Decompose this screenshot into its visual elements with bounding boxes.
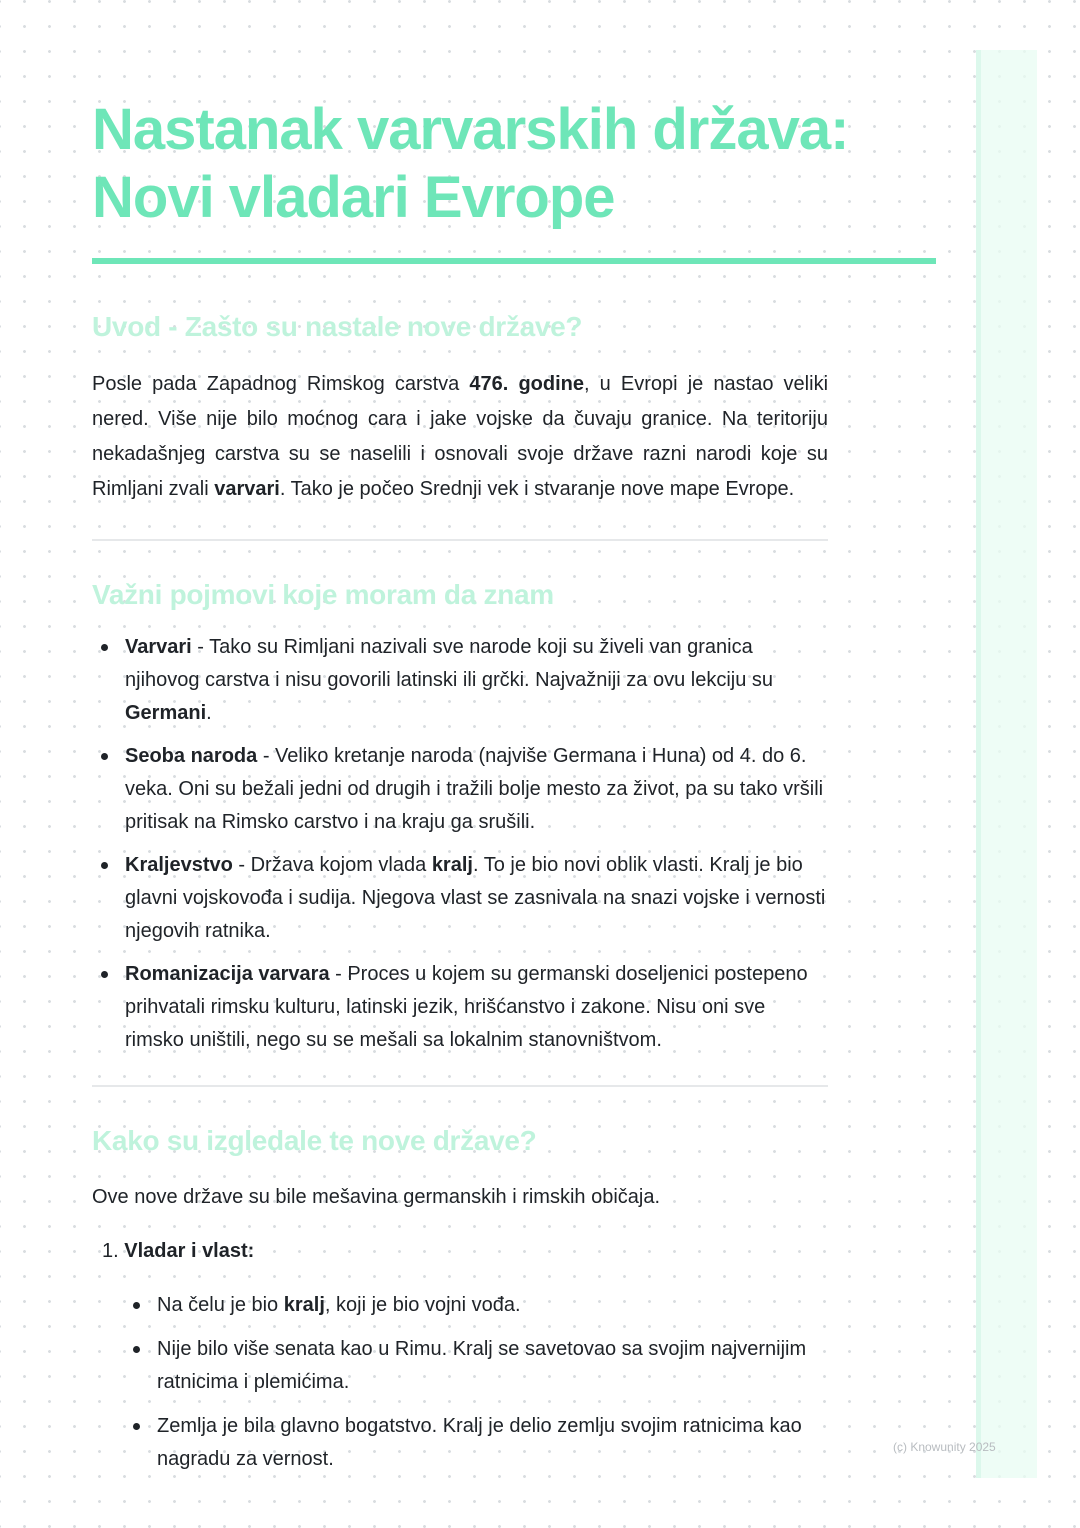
intro-term: varvari <box>214 478 280 500</box>
list-item <box>92 631 828 730</box>
title-line-2: Novi vladari Evrope <box>92 165 615 230</box>
title-line-1: Nastanak varvarskih država: <box>92 97 849 162</box>
sub-text: , koji je bio vojni vođa. <box>324 1294 521 1316</box>
sub-text: Na čelu je bio <box>157 1294 284 1316</box>
sub-text: Nije bilo više senata kao u Rimu. Kralj se savetovao sa svojim najvernijim ratnicima i plemićima. <box>157 1338 807 1393</box>
term-text: - Tako su Rimljani nazivali sve narode koji su živeli van granica njihovog carstva i nisu govorili latinski ili grčki. Najvažniji za ovu lekciju su <box>125 636 774 691</box>
section-divider <box>92 1085 828 1087</box>
section-heading-states: Kako su izgledale te nove države? <box>92 1125 537 1156</box>
list-item <box>92 1333 828 1399</box>
sub-bold: kralj <box>283 1294 325 1316</box>
states-intro: Ove nove države su bile mešavina germanskih i rimskih običaja. <box>92 1186 661 1208</box>
term-text: - Država kojom vlada <box>232 854 432 876</box>
document-page <box>92 96 938 1487</box>
list-item <box>92 958 828 1057</box>
term-bold: kralj <box>431 854 473 876</box>
sub-list <box>92 1289 828 1476</box>
sub-text: Zemlja je bila glavno bogatstvo. Kralj je delio zemlju svojim ratnicima kao nagradu za vernost. <box>157 1415 802 1470</box>
term-name: Seoba naroda <box>125 745 258 767</box>
term-text: . <box>206 702 212 724</box>
term-name: Romanizacija varvara <box>125 963 330 985</box>
intro-text: Posle pada Zapadnog Rimskog carstva <box>92 373 470 395</box>
intro-text: , u Evropi je nastao veliki nered. Više nije bilo moćnog cara i jake vojske da čuvaju granice. Na teritoriju nekadašnjeg carstva su se naselili i osnovali svoje države razni narodi koje su Rimljani zvali <box>92 373 829 500</box>
term-text: - Veliko kretanje naroda (najviše Germana i Huna) od 4. do 6. veka. Oni su bežali jedni od drugih i tražili bolje mesto za život, pa su tako vršili pritisak na Rimsko carstvo i na kraju ga srušili. <box>125 745 824 833</box>
term-name: Varvari <box>125 636 192 658</box>
section-heading-intro: Uvod - Zašto su nastale nove države? <box>92 311 583 342</box>
copyright-footer: (c) Knowunity 2025 <box>893 1440 996 1454</box>
term-bold: Germani <box>125 702 207 724</box>
term-text: . To je bio novi oblik vlasti. Kralj je bio glavni vojskovođa i sudija. Njegova vlast se zasnivala na snazi vojske i vernosti njegovih ratnika. <box>125 854 826 942</box>
numbered-item <box>92 1235 828 1268</box>
section-heading-terms: Važni pojmovi koje moram da znam <box>92 579 554 610</box>
side-band <box>976 50 1037 1478</box>
item-number: 1. <box>102 1240 119 1262</box>
content <box>92 309 828 1476</box>
item-title: Vladar i vlast: <box>124 1240 255 1262</box>
intro-paragraph <box>92 367 828 507</box>
intro-text: . Tako je počeo Srednji vek i stvaranje nove mape Evrope. <box>279 478 795 500</box>
intro-year: 476. godine <box>469 373 585 395</box>
title-underline <box>92 258 936 264</box>
term-name: Kraljevstvo <box>125 854 233 876</box>
terms-list <box>92 631 828 1057</box>
list-item <box>92 1289 828 1322</box>
term-text: - Proces u kojem su germanski doseljenici postepeno prihvatali rimsku kulturu, latinski jezik, hrišćanstvo i zakone. Nisu oni sve rimsko uništili, nego su se mešali sa lokalnim stanovništvom. <box>125 963 808 1051</box>
page-title <box>92 96 938 232</box>
list-item <box>92 1410 828 1476</box>
section-divider <box>92 539 828 541</box>
list-item <box>92 849 828 948</box>
list-item <box>92 740 828 839</box>
